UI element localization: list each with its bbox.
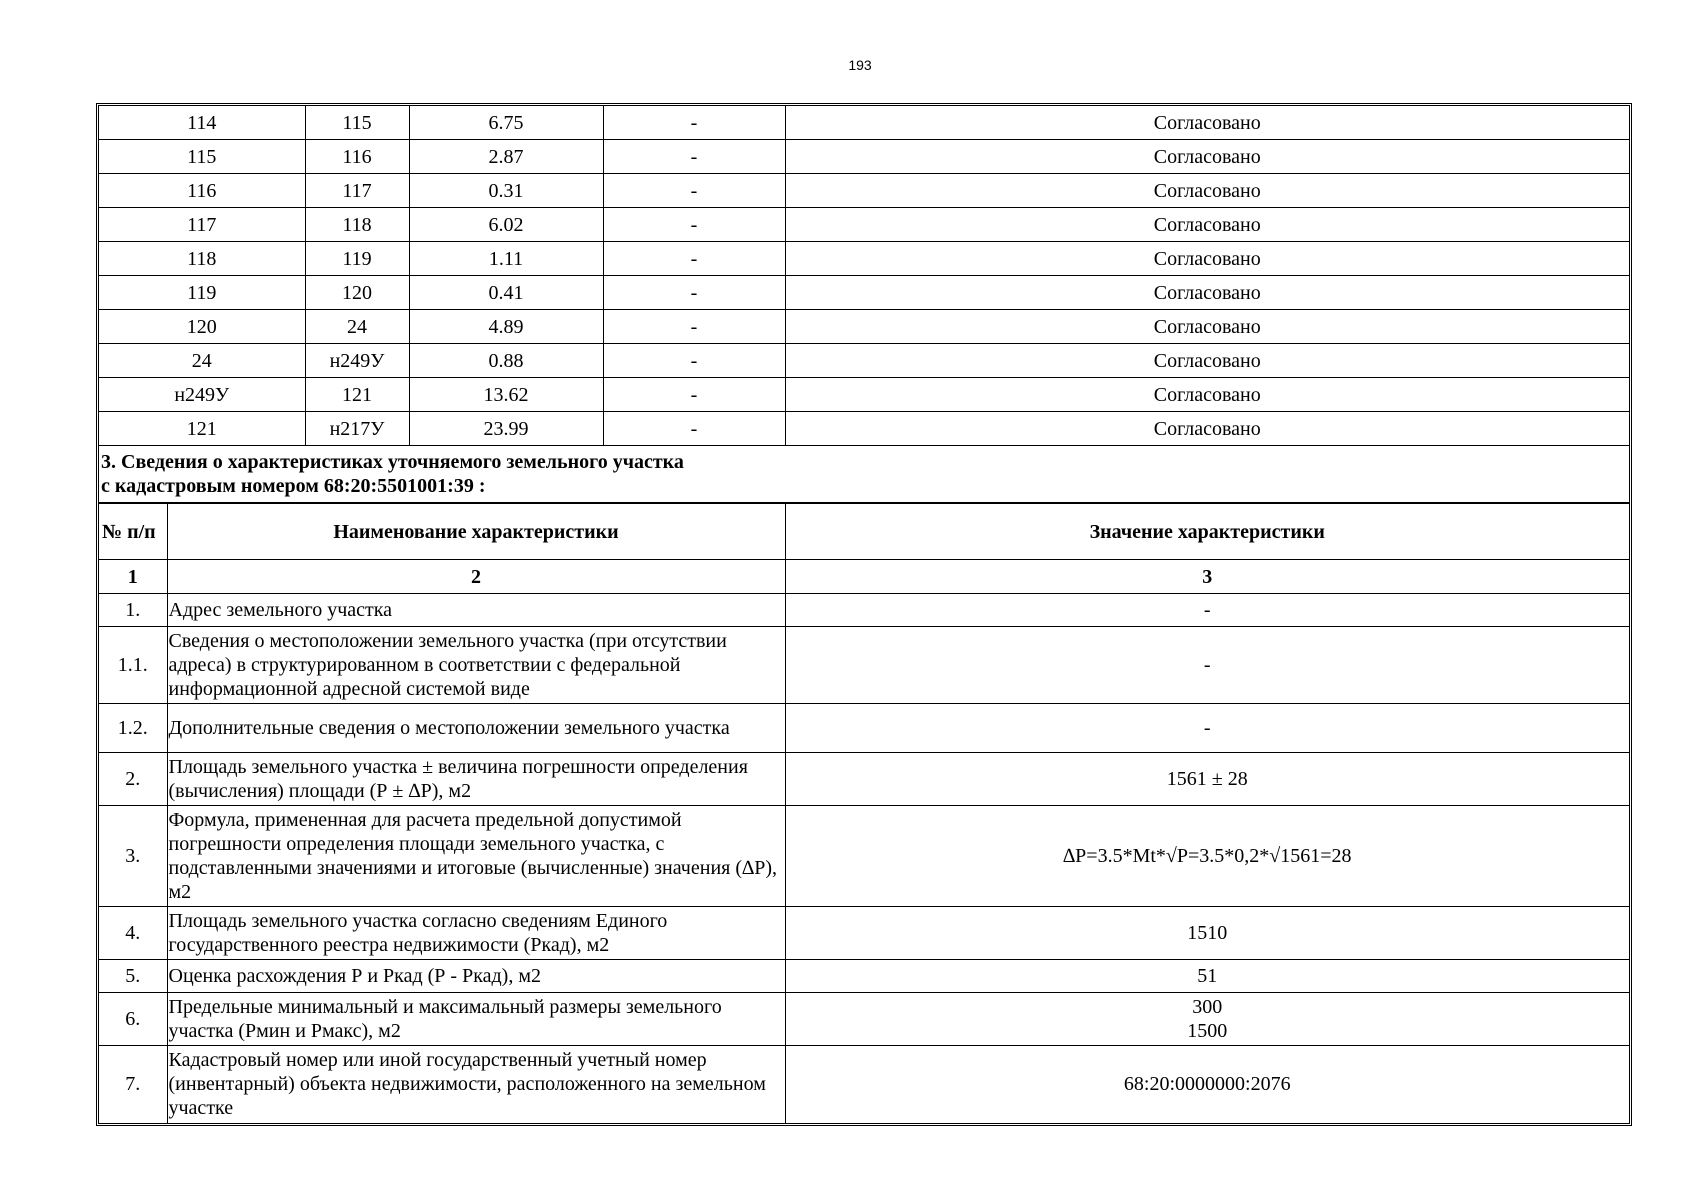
column-number: 2 (167, 560, 785, 594)
row-number: 1. (99, 594, 167, 627)
from-point: 114 (99, 106, 305, 140)
segment-length: 13.62 (409, 378, 603, 412)
table-row (99, 806, 1629, 907)
row-number: 5. (99, 960, 167, 993)
column-number-row (99, 560, 1629, 594)
from-point: 119 (99, 276, 305, 310)
to-point: н249У (305, 344, 409, 378)
section-title-line-2: с кадастровым номером 68:20:5501001:39 : (101, 475, 486, 497)
row-number: 3. (99, 806, 167, 907)
boundary-agreement-table (99, 106, 1629, 446)
agreement-status: Согласовано (785, 412, 1629, 446)
characteristic-name: Площадь земельного участка ± величина погрешности определения (вычисления) площади (Р ± ∆Р), м2 (167, 753, 785, 806)
characteristics-table (99, 503, 1629, 1123)
table-row (99, 960, 1629, 993)
row-number: 7. (99, 1046, 167, 1123)
dash-cell: - (603, 344, 785, 378)
characteristic-name: Формула, примененная для расчета предельной допустимой погрешности определения площади земельного участка, с подставленными значениями и итоговые (вычисленные) значения (∆Р), м2 (167, 806, 785, 907)
agreement-status: Согласовано (785, 276, 1629, 310)
column-number: 3 (785, 560, 1629, 594)
header-value: Значение характеристики (785, 504, 1629, 560)
header-name: Наименование характеристики (167, 504, 785, 560)
page-number: 193 (848, 57, 872, 73)
characteristic-value: 51 (785, 960, 1629, 993)
characteristic-value: - (785, 704, 1629, 753)
table-row (99, 594, 1629, 627)
to-point: н217У (305, 412, 409, 446)
characteristic-name: Кадастровый номер или иной государственный учетный номер (инвентарный) объекта недвижимости, расположенного на земельном участке (167, 1046, 785, 1123)
from-point: 121 (99, 412, 305, 446)
characteristic-value: 68:20:0000000:2076 (785, 1046, 1629, 1123)
to-point: 118 (305, 208, 409, 242)
segment-length: 0.31 (409, 174, 603, 208)
table-row (99, 242, 1629, 276)
to-point: 117 (305, 174, 409, 208)
table-row (99, 907, 1629, 960)
to-point: 24 (305, 310, 409, 344)
to-point: 120 (305, 276, 409, 310)
characteristic-name: Сведения о местоположении земельного участка (при отсутствии адреса) в структурированном в соответствии с федеральной информационной адресной системой виде (167, 627, 785, 704)
row-number: 2. (99, 753, 167, 806)
segment-length: 6.02 (409, 208, 603, 242)
dash-cell: - (603, 208, 785, 242)
from-point: 117 (99, 208, 305, 242)
table-row (99, 993, 1629, 1046)
section-3-heading (99, 446, 1629, 503)
dash-cell: - (603, 276, 785, 310)
dash-cell: - (603, 140, 785, 174)
segment-length: 4.89 (409, 310, 603, 344)
table-row (99, 344, 1629, 378)
segment-length: 23.99 (409, 412, 603, 446)
from-point: 118 (99, 242, 305, 276)
table-row (99, 704, 1629, 753)
segment-length: 2.87 (409, 140, 603, 174)
to-point: 116 (305, 140, 409, 174)
header-num: № п/п (99, 504, 167, 560)
from-point: 24 (99, 344, 305, 378)
document-table-frame (96, 103, 1632, 1126)
segment-length: 0.88 (409, 344, 603, 378)
table-row (99, 627, 1629, 704)
to-point: 119 (305, 242, 409, 276)
segment-length: 6.75 (409, 106, 603, 140)
dash-cell: - (603, 174, 785, 208)
characteristic-name: Дополнительные сведения о местоположении земельного участка (167, 704, 785, 753)
column-number: 1 (99, 560, 167, 594)
row-number: 6. (99, 993, 167, 1046)
characteristic-name: Адрес земельного участка (167, 594, 785, 627)
from-point: н249У (99, 378, 305, 412)
segment-length: 0.41 (409, 276, 603, 310)
from-point: 120 (99, 310, 305, 344)
segment-length: 1.11 (409, 242, 603, 276)
characteristic-name: Площадь земельного участка согласно сведениям Единого государственного реестра недвижимости (Ркад), м2 (167, 907, 785, 960)
to-point: 121 (305, 378, 409, 412)
agreement-status: Согласовано (785, 174, 1629, 208)
agreement-status: Согласовано (785, 208, 1629, 242)
section-title (99, 446, 1629, 503)
characteristic-value: ∆Р=3.5*Mt*√Р=3.5*0,2*√1561=28 (785, 806, 1629, 907)
row-number: 1.2. (99, 704, 167, 753)
agreement-status: Согласовано (785, 344, 1629, 378)
characteristic-value: - (785, 594, 1629, 627)
characteristic-name: Предельные минимальный и максимальный размеры земельного участка (Рмин и Рмакс), м2 (167, 993, 785, 1046)
table-row (99, 412, 1629, 446)
agreement-status: Согласовано (785, 242, 1629, 276)
table-row (99, 753, 1629, 806)
characteristic-name: Оценка расхождения Р и Ркад (Р - Ркад), м2 (167, 960, 785, 993)
max-size-value: 1500 (1187, 1020, 1228, 1042)
table-row (99, 276, 1629, 310)
characteristic-value: 1561 ± 28 (785, 753, 1629, 806)
table-row (99, 106, 1629, 140)
table-row (99, 310, 1629, 344)
dash-cell: - (603, 106, 785, 140)
dash-cell: - (603, 242, 785, 276)
from-point: 115 (99, 140, 305, 174)
to-point: 115 (305, 106, 409, 140)
row-number: 1.1. (99, 627, 167, 704)
agreement-status: Согласовано (785, 310, 1629, 344)
table-row (99, 378, 1629, 412)
from-point: 116 (99, 174, 305, 208)
table-row (99, 1046, 1629, 1123)
table-row (99, 174, 1629, 208)
dash-cell: - (603, 378, 785, 412)
min-size-value: 300 (1192, 996, 1223, 1018)
dash-cell: - (603, 310, 785, 344)
header-row (99, 504, 1629, 560)
section-title-line-1: 3. Сведения о характеристиках уточняемого земельного участка (101, 451, 684, 473)
table-row (99, 208, 1629, 242)
characteristic-value: - (785, 627, 1629, 704)
table-row (99, 140, 1629, 174)
characteristic-value: 1510 (785, 907, 1629, 960)
row-number: 4. (99, 907, 167, 960)
agreement-status: Согласовано (785, 378, 1629, 412)
agreement-status: Согласовано (785, 106, 1629, 140)
dash-cell: - (603, 412, 785, 446)
characteristic-value (785, 993, 1629, 1046)
agreement-status: Согласовано (785, 140, 1629, 174)
